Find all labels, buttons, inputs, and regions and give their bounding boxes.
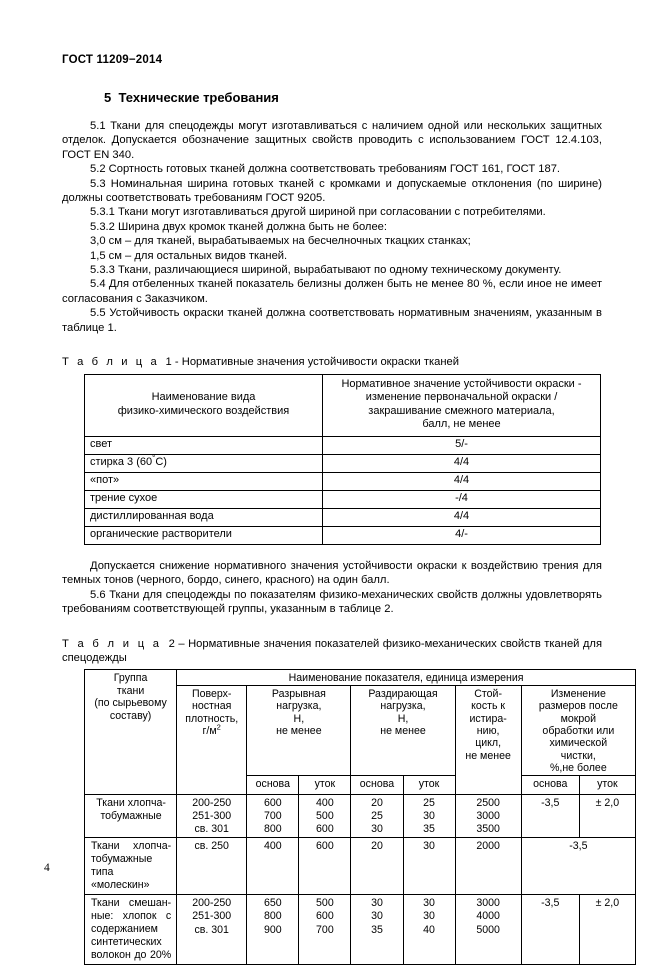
table2-header-tear-load (351, 685, 455, 775)
table1-row-value: 4/4 (323, 472, 601, 490)
table2-header-density-line1: Поверх- (191, 687, 232, 700)
page-content (62, 54, 620, 965)
table2-abrasion-value: 5000 (476, 923, 500, 936)
table2-breaking-warp-value: 600 (263, 796, 282, 809)
table2-header-breaking-line4: не менее (276, 724, 322, 737)
table2-row-shrink-merged: -3,5 (521, 837, 635, 894)
table2-row-shrink-warp: -3,5 (521, 794, 579, 837)
table-row (85, 490, 601, 508)
table2-caption-label: Т а б л и ц а (62, 637, 162, 650)
section-heading (62, 90, 602, 105)
table2-header-shrink-line7: %,не более (549, 762, 607, 775)
table2-row-group-line: Ткани хлопча- (91, 839, 172, 852)
table2-row-tear-weft (403, 794, 455, 837)
table2-breaking-weft-value: 600 (316, 910, 334, 923)
table2-header-breaking-load (247, 685, 351, 775)
table2-subheader-tear-weft: уток (403, 775, 455, 794)
table2-tear-weft-value: 40 (423, 923, 435, 936)
table2-row-tear-weft (403, 894, 455, 964)
paragraph-note-friction: Допускается снижение нормативного значения устойчивости окраски к воздействию трения для темных тонов (черного, бордо, синего, красного) на один балл. (62, 559, 602, 587)
table2-density-value: 200-250 (192, 896, 232, 909)
table2-row-tear-warp: 20 (351, 837, 403, 894)
table2-row-density (177, 794, 247, 837)
table2-row-shrink-weft: ± 2,0 (579, 894, 635, 964)
table2-row-group-line: волокон до 20% (91, 948, 172, 961)
table1-header-value-line3: закрашивание смежного материала, (368, 404, 555, 417)
table2-breaking-weft-value: 500 (316, 896, 334, 909)
paragraph-5-3-2-a: 3,0 см – для тканей, вырабатываемых на бесчелночных ткацких станках; (90, 235, 471, 248)
superscript-two: 2 (216, 722, 221, 732)
table1-header-name-line2: физико-химического воздействия (117, 404, 290, 417)
table2-header-breaking-line3: Н, (293, 712, 305, 725)
table2-abrasion-value: 3000 (476, 896, 500, 909)
table1-row-label-text: стирка 3 (60 (90, 455, 153, 468)
table-row (85, 454, 601, 472)
table1-caption-number: 1 (165, 356, 172, 369)
table2-header-tear-line4: не менее (380, 724, 426, 737)
table2-abrasion-value: 4000 (476, 910, 500, 923)
table2-header-abrasion-line6: не менее (465, 749, 511, 762)
table-row (85, 472, 601, 490)
table2-tear-warp-value: 25 (371, 809, 383, 822)
table2-breaking-weft-value: 400 (316, 796, 334, 809)
table2-caption-number: 2 (168, 637, 175, 650)
table2-header-tear-line3: Н, (397, 712, 409, 725)
table2-subheader-shrink-weft: уток (579, 775, 635, 794)
table-colorfastness (84, 374, 601, 545)
table2-breaking-warp-value: 650 (263, 896, 282, 909)
section-title-text: Технические требования (118, 90, 279, 105)
table2-header-shrink-line3: мокрой (560, 712, 597, 725)
table2-header-span-title: Наименование показателя, единица измерения (177, 670, 636, 685)
table2-header-shrink-line6: чистки, (560, 749, 596, 762)
table2-row-abrasion (455, 894, 521, 964)
table2-row-group-line: ные: хлопок с (91, 909, 172, 922)
table2-header-abrasion-line1: Стой- (474, 687, 502, 700)
table2-row-breaking-weft (299, 894, 351, 964)
table2-density-value: 200-250 (192, 796, 232, 809)
table2-breaking-warp-value: 800 (263, 823, 282, 836)
table2-header-shrink-line1: Изменение (550, 687, 606, 700)
table2-abrasion-value: 3500 (476, 823, 500, 836)
table2-header-density-line2: ностная (192, 700, 232, 713)
table2-row-group-line: тобумажные (91, 852, 153, 865)
table2-tear-warp-value: 30 (371, 896, 383, 909)
table1-header-name (85, 374, 323, 436)
table-row (85, 837, 636, 894)
table-row (85, 894, 636, 964)
table2-tear-weft-value: 30 (423, 809, 435, 822)
table2-header-abrasion-line5: цикл, (475, 737, 502, 750)
table2-header-group (85, 670, 177, 794)
table1-wrapper (84, 374, 600, 545)
paragraph-5-3-1: 5.3.1 Ткани могут изготавливаться другой шириной при согласовании с потребителями. (90, 206, 546, 219)
table1-row-label (85, 454, 323, 472)
table2-caption (62, 637, 602, 666)
table2-breaking-warp-value: 700 (263, 809, 282, 822)
table-row (85, 526, 601, 544)
table2-row-breaking-warp (247, 894, 299, 964)
table1-row-value: 4/4 (323, 454, 601, 472)
table2-header-shrink-line5: химической (549, 737, 608, 750)
table1-row-label: трение сухое (85, 490, 323, 508)
table2-row-breaking-warp: 400 (247, 837, 299, 894)
paragraph-5-1: 5.1 Ткани для спецодежды могут изготавливаться с наличием одной или нескольких защитных отделок. Допускается обозначение защитных свойств проводить с использованием ГОСТ 12.4.103, ГОСТ EN 340. (62, 120, 602, 161)
table1-row-label: свет (85, 436, 323, 454)
section-number: 5 (104, 90, 112, 105)
page-number: 4 (44, 862, 50, 874)
table2-tear-weft-value: 30 (423, 910, 435, 923)
table-row (85, 794, 636, 837)
table-mechanical-properties (84, 669, 636, 964)
table2-row-breaking-weft (299, 794, 351, 837)
table1-caption-label: Т а б л и ц а (62, 356, 160, 369)
table2-row-group (85, 794, 177, 837)
table2-caption-text: Нормативные значения показателей физико-механических свойств тканей для спецодежды (62, 637, 603, 664)
table1-caption (62, 355, 602, 369)
table2-header-tear-line2: нагрузка, (380, 700, 426, 713)
table2-tear-warp-value: 35 (371, 923, 383, 936)
table2-row-density: св. 250 (177, 837, 247, 894)
table2-header-group-line1: Группа (113, 672, 148, 685)
table2-header-abrasion-line3: истира- (469, 712, 507, 725)
table2-row-group-line: синтетических (91, 935, 162, 948)
table2-header-abrasion (455, 685, 521, 794)
table2-tear-warp-value: 30 (371, 910, 383, 923)
table2-breaking-weft-value: 500 (316, 809, 334, 822)
table1-header-value (323, 374, 601, 436)
paragraph-5-6: 5.6 Ткани для спецодежды по показателям физико-механических свойств должны удовлетворять требованиям соответствующей группы, указанным в таблице 2. (62, 588, 602, 616)
table2-tear-warp-value: 20 (371, 796, 383, 809)
paragraph-5-3-2-b: 1,5 см – для остальных видов тканей. (90, 249, 288, 262)
table2-tear-weft-value: 25 (423, 796, 435, 809)
table2-header-tear-line1: Раздирающая (368, 687, 438, 700)
table2-row-group-line: типа (91, 865, 114, 878)
table2-header-density (177, 685, 247, 794)
table2-abrasion-value: 2500 (476, 796, 500, 809)
table2-header-shrinkage (521, 685, 635, 775)
table2-header-breaking-line1: Разрывная (271, 687, 326, 700)
table2-row-tear-warp (351, 794, 403, 837)
table2-row-shrink-warp: -3,5 (521, 894, 579, 964)
table2-header-shrink-line2: размеров после (538, 700, 618, 713)
table2-row-breaking-weft: 600 (299, 837, 351, 894)
table2-row-group-line: тобумажные (100, 809, 162, 822)
standard-code: ГОСТ 11209−2014 (62, 54, 163, 66)
table1-row-value: 4/4 (323, 508, 601, 526)
table1-row-label: органические растворители (85, 526, 323, 544)
table2-tear-warp-value: 30 (371, 823, 383, 836)
table2-breaking-warp-value: 900 (263, 923, 282, 936)
table2-density-value: 251-300 (192, 809, 232, 822)
table1-header-value-line2: изменение первоначальной окраски / (365, 391, 558, 404)
table2-header-row-1 (85, 670, 636, 685)
table2-breaking-warp-value: 800 (263, 910, 282, 923)
table1-header-name-line1: Наименование вида (151, 391, 256, 404)
table2-row-group-line: содержанием (91, 922, 158, 935)
table1-header-row (85, 374, 601, 436)
table1-header-value-line4: балл, не менее (422, 418, 501, 431)
table2-row-shrink-weft: ± 2,0 (579, 794, 635, 837)
table2-caption-dash: – (178, 637, 185, 650)
table2-header-abrasion-line4: нию, (476, 724, 500, 737)
table2-subheader-breaking-weft: уток (299, 775, 351, 794)
table2-header-density-unit: г/м (202, 724, 217, 737)
paragraph-5-4: 5.4 Для отбеленных тканей показатель белизны должен быть не менее 80 %, если иное не имеет согласования с Заказчиком. (62, 278, 602, 305)
table2-density-value: св. 301 (194, 823, 229, 836)
table2-row-abrasion (455, 794, 521, 837)
paragraph-5-5: 5.5 Устойчивость окраски тканей должна соответствовать нормативным значениям, указанным в таблице 1. (62, 307, 602, 334)
paragraph-5-3: 5.3 Номинальная ширина готовых тканей с кромками и допускаемые отклонения (по ширине) должны соответствовать требованиям ГОСТ 9205. (62, 177, 602, 205)
table2-row-group-line: Ткани смешан- (91, 896, 172, 909)
table2-row-breaking-warp (247, 794, 299, 837)
table2-header-shrink-line4: обработки или (542, 724, 615, 737)
table1-row-value: 5/- (323, 436, 601, 454)
table2-breaking-weft-value: 700 (316, 923, 334, 936)
table2-header-density-line3: плотность, (185, 712, 239, 725)
table2-abrasion-value: 3000 (476, 809, 500, 822)
table1-header-value-line1: Нормативное значение устойчивости окраски - (341, 377, 582, 390)
table2-row-tear-weft: 30 (403, 837, 455, 894)
table-row (85, 508, 601, 526)
table2-subheader-tear-warp: основа (351, 775, 403, 794)
table2-tear-weft-value: 35 (423, 823, 435, 836)
table2-row-group-line: «молескин» (91, 878, 150, 891)
paragraph-5-3-2: 5.3.2 Ширина двух кромок тканей должна быть не более: (90, 220, 387, 233)
table1-row-label: дистиллированная вода (85, 508, 323, 526)
table2-header-group-line4: составу) (109, 709, 152, 722)
table2-header-breaking-line2: нагрузка, (276, 700, 322, 713)
paragraph-5-3-3: 5.3.3 Ткани, различающиеся шириной, вырабатывают по одному техническому документу. (90, 264, 562, 277)
table2-row-density (177, 894, 247, 964)
table2-density-value: св. 301 (194, 923, 229, 936)
table1-row-value: 4/- (323, 526, 601, 544)
table2-density-value: 251-300 (192, 910, 232, 923)
table1-caption-dash: - (174, 356, 179, 369)
table2-row-group (85, 894, 177, 964)
table2-row-group (85, 837, 177, 894)
table2-subheader-shrink-warp: основа (521, 775, 579, 794)
degree-icon: ° (152, 453, 156, 463)
table1-row-value: -/4 (323, 490, 601, 508)
paragraph-5-2: 5.2 Сортность готовых тканей должна соответствовать требованиям ГОСТ 161, ГОСТ 187. (90, 163, 561, 176)
table2-row-abrasion: 2000 (455, 837, 521, 894)
table1-caption-text: Нормативные значения устойчивости окраски тканей (181, 356, 459, 369)
table2-tear-weft-value: 30 (423, 896, 435, 909)
table2-header-abrasion-line2: кость к (471, 700, 506, 713)
table2-breaking-weft-value: 600 (316, 823, 334, 836)
table2-row-group-line: Ткани хлопча- (96, 796, 166, 809)
table-row (85, 436, 601, 454)
table2-header-density-line4 (179, 722, 244, 737)
table2-row-tear-warp (351, 894, 403, 964)
table1-row-label: «пот» (85, 472, 323, 490)
table2-header-group-line2: ткани (116, 684, 145, 697)
table2-subheader-breaking-warp: основа (247, 775, 299, 794)
table2-header-group-line3: (по сырьевому (94, 697, 167, 710)
table2-wrapper (84, 669, 636, 964)
table1-row-label-suffix: С) (155, 455, 167, 468)
